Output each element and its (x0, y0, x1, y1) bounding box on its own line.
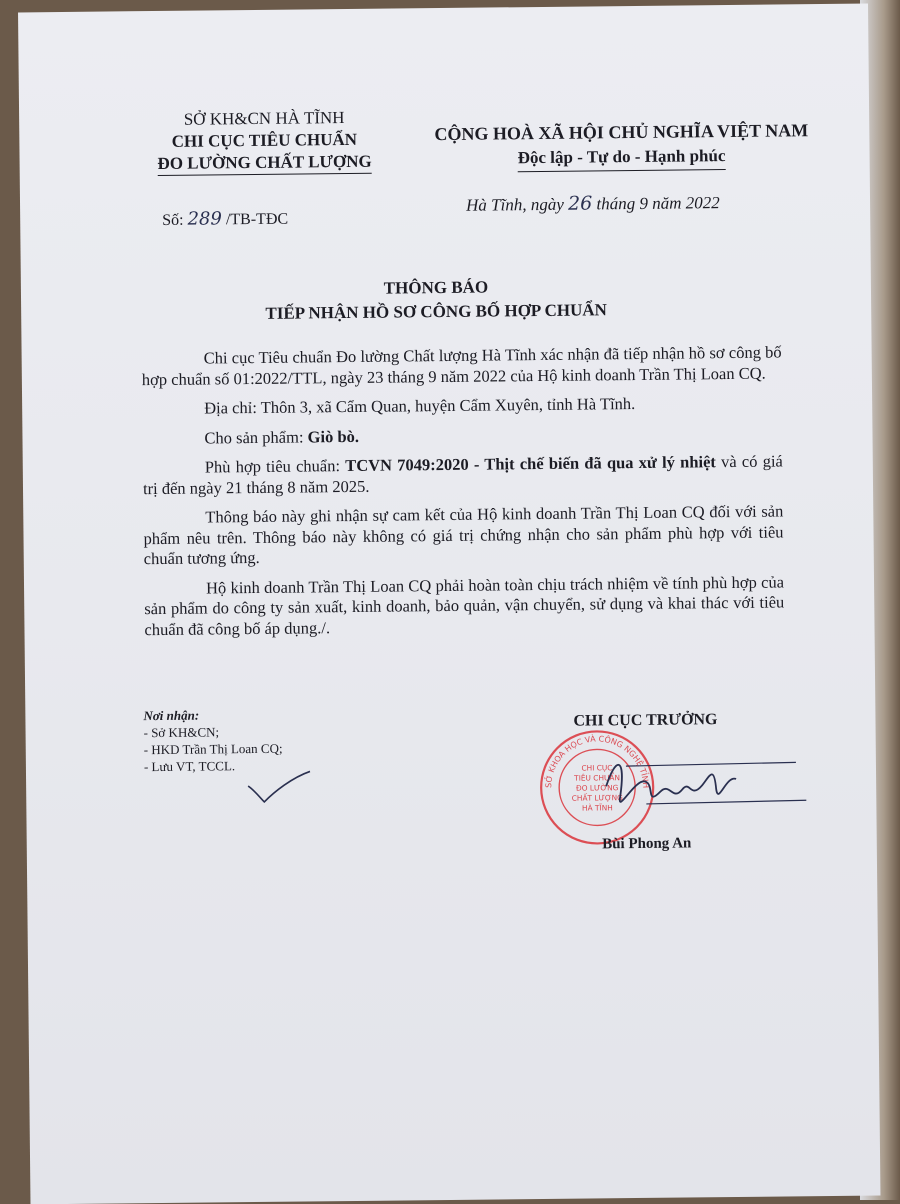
recipients-heading: Nơi nhận: (143, 707, 200, 724)
nation-title: CỘNG HOÀ XÃ HỘI CHỦ NGHĨA VIỆT NAM (434, 120, 809, 145)
document-title (141, 273, 731, 327)
issue-date (466, 191, 720, 216)
recipients-block (143, 706, 283, 775)
doc-number-suffix: /TB-TĐC (225, 210, 289, 229)
paragraph-standard (143, 451, 783, 499)
issuing-agency (119, 106, 410, 176)
handwritten-tick-mark (244, 767, 314, 808)
doc-number-handwritten: 289 (187, 208, 223, 230)
recipient-item: - Sở KH&CN; (143, 724, 220, 741)
standard-label: Phù hợp tiêu chuẩn: (204, 456, 341, 477)
date-day-handwritten: 26 (567, 192, 593, 215)
svg-text:ĐO LƯỜNG: ĐO LƯỜNG (575, 783, 619, 793)
agency-line-1: SỞ KH&CN HÀ TĨNH (183, 108, 345, 129)
signatory-name: Bùi Phong An (602, 835, 692, 853)
nation-motto: Độc lập - Tự do - Hạnh phúc (518, 144, 726, 172)
paragraph-commitment: Thông báo này ghi nhận sự cam kết của Hộ kinh doanh Trần Thị Loan CQ đối với sản phẩm nêu trên. Thông báo này không có giá trị chứng nhận cho sản phẩm phù hợp với tiêu chuẩn tương ứng. (143, 501, 784, 569)
agency-line-3: ĐO LƯỜNG CHẤT LƯỢNG (157, 151, 371, 176)
svg-text:TIÊU CHUẨN: TIÊU CHUẨN (574, 773, 621, 783)
seal-ring-text: SỞ KHOA HỌC VÀ CÔNG NGHỆ TỈNH (544, 734, 651, 789)
date-prefix: Hà Tĩnh, ngày (465, 194, 564, 215)
date-suffix: tháng 9 năm 2022 (596, 193, 720, 214)
paragraph-confirmation: Chi cục Tiêu chuẩn Đo lường Chất lượng Hà Tĩnh xác nhận đã tiếp nhận hồ sơ công bố hợp chuẩn số 01:2022/TTL, ngày 23 tháng 9 năm 2022 của Hộ kinh doanh Trần Thị Loan CQ. (141, 342, 782, 389)
recipient-item: - HKD Trần Thị Loan CQ; (143, 740, 283, 758)
document-page (18, 4, 880, 1204)
agency-line-2: CHI CỤC TIÊU CHUẨN (171, 129, 358, 151)
paragraph-address: Địa chỉ: Thôn 3, xã Cẩm Quan, huyện Cẩm Xuyên, tỉnh Hà Tĩnh. (204, 394, 636, 418)
title-line-2: TIẾP NHẬN HỒ SƠ CÔNG BỐ HỢP CHUẨN (265, 300, 607, 323)
handwritten-signature (586, 744, 817, 826)
svg-text:CHI CỤC: CHI CỤC (581, 763, 613, 773)
svg-text:HÀ TĨNH: HÀ TĨNH (581, 803, 613, 813)
document-body (142, 342, 785, 649)
signatory-title: CHI CỤC TRƯỞNG (573, 711, 718, 730)
document-number (162, 208, 288, 230)
product-label: Cho sản phẩm: (204, 426, 304, 448)
national-heading (391, 118, 852, 174)
svg-text:CHẤT LƯỢNG: CHẤT LƯỢNG (571, 793, 623, 803)
paragraph-product (142, 422, 782, 449)
doc-number-prefix: Số: (162, 211, 184, 229)
product-value: Giò bò. (307, 426, 360, 446)
title-line-1: THÔNG BÁO (383, 277, 489, 298)
standard-value: TCVN 7049:2020 - Thịt chế biến đã qua xử lý nhiệt (345, 452, 716, 476)
recipient-item: - Lưu VT, TCCL. (143, 758, 236, 775)
standard-validity: và có giá trị đến ngày 21 tháng 8 năm 2025. (142, 451, 783, 498)
paragraph-responsibility: Hộ kinh doanh Trần Thị Loan CQ phải hoàn toàn chịu trách nhiệm về tính phù hợp của sản phẩm do công ty sản xuất, kinh doanh, bảo quản, vận chuyển, sử dụng và khai thác với tiêu chuẩn đã công bố áp dụng./. (144, 571, 785, 639)
